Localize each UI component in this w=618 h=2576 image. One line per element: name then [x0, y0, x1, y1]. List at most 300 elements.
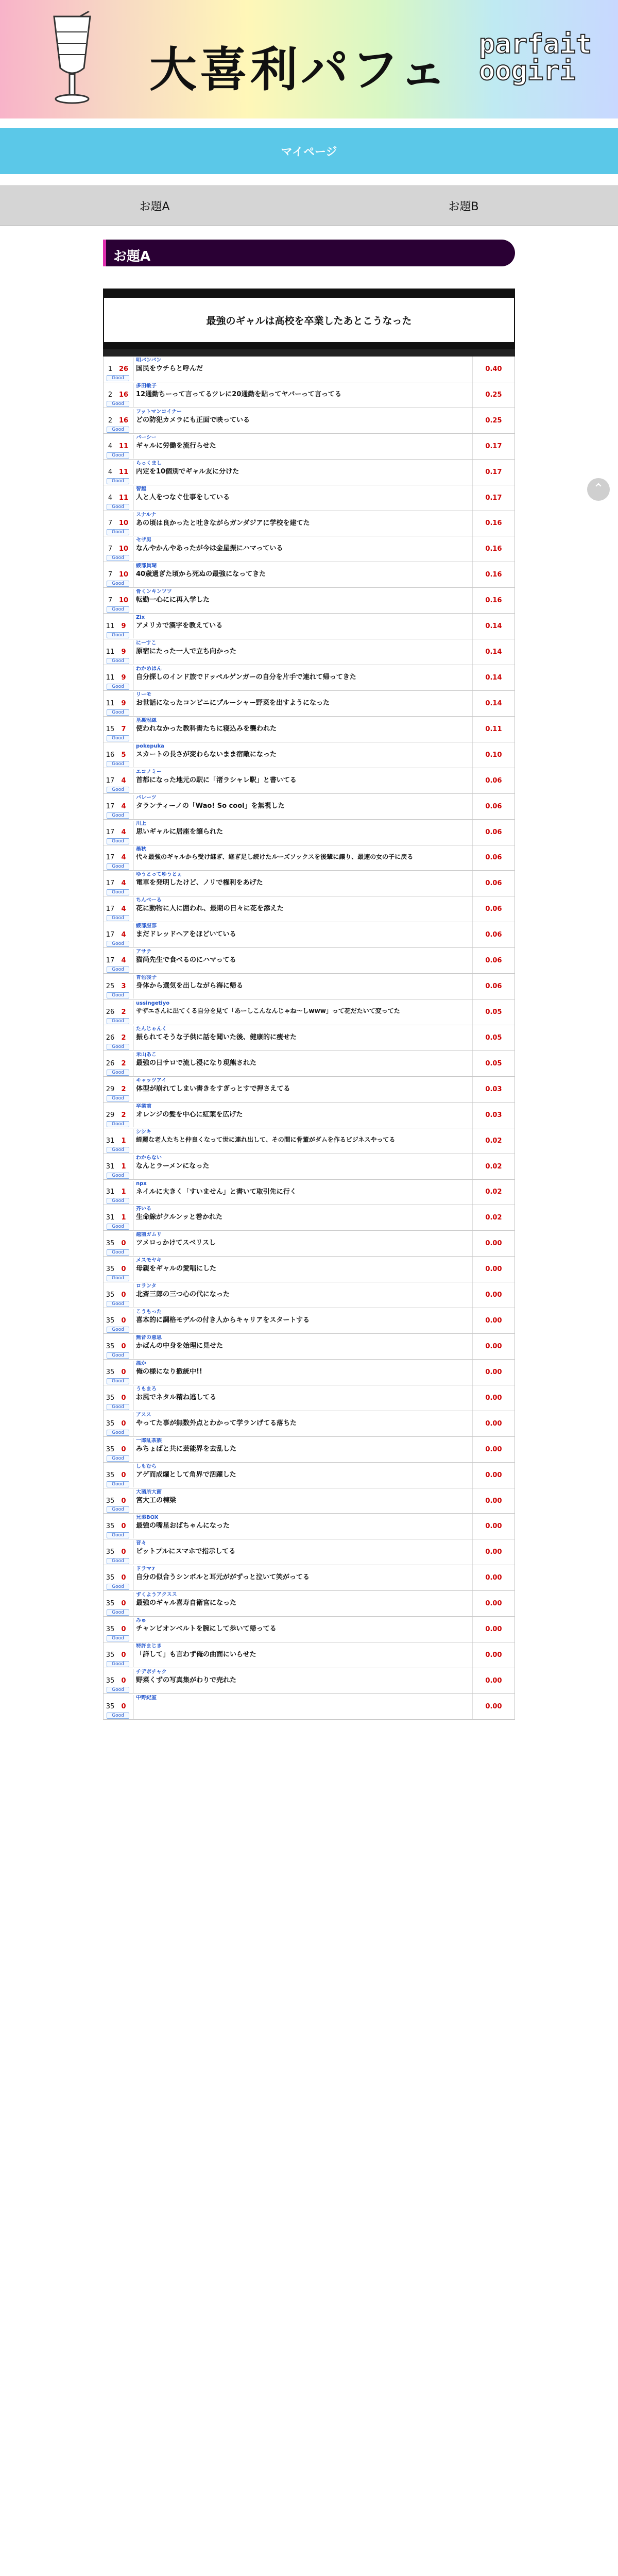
vote-count: 0: [121, 1574, 126, 1582]
user-link[interactable]: 明バンバン: [136, 358, 162, 363]
good-button[interactable]: Good: [107, 1661, 129, 1667]
good-button[interactable]: Good: [107, 1044, 129, 1050]
score: 0.06: [472, 922, 514, 947]
rank: 11: [106, 699, 115, 707]
user-link[interactable]: 基裏冠縁: [136, 717, 157, 723]
good-button[interactable]: Good: [107, 915, 129, 921]
rank: 17: [106, 828, 115, 836]
answer-body: [133, 821, 473, 844]
mypage-link[interactable]: マイページ: [0, 128, 618, 174]
good-button[interactable]: Good: [107, 529, 129, 535]
score: 0.02: [472, 1180, 514, 1205]
good-button[interactable]: Good: [107, 1275, 129, 1281]
good-button[interactable]: Good: [107, 1635, 129, 1641]
user-link[interactable]: リーモ: [136, 691, 151, 698]
table-row: [103, 1694, 515, 1720]
score: 0.00: [472, 1617, 514, 1642]
good-button[interactable]: Good: [107, 1430, 129, 1436]
good-button[interactable]: Good: [107, 684, 129, 690]
user-link[interactable]: エコノミー: [136, 769, 162, 775]
answer-meta: [136, 640, 473, 647]
table-row: [103, 948, 515, 974]
table-row: [103, 1463, 515, 1488]
score: 0.16: [472, 511, 514, 536]
rank: 17: [106, 854, 115, 862]
good-button[interactable]: Good: [107, 1455, 129, 1462]
user-link[interactable]: 青色渡子: [136, 975, 157, 981]
user-link[interactable]: 川上: [136, 820, 146, 826]
rank: 17: [106, 931, 115, 939]
answer-body: [133, 1566, 473, 1590]
vote-count: 0: [121, 1317, 126, 1325]
score: 0.00: [472, 1282, 514, 1308]
good-button[interactable]: Good: [107, 1301, 129, 1307]
user-link[interactable]: 墨秋: [136, 846, 146, 852]
vote-count: 4: [121, 776, 126, 785]
user-link[interactable]: 多田敏子: [136, 383, 157, 389]
user-link[interactable]: 卒業前: [136, 1103, 151, 1109]
vote-count: 11: [118, 442, 129, 450]
good-button[interactable]: Good: [107, 1506, 129, 1513]
vote-count: 10: [118, 597, 129, 605]
answer-meta: [136, 1669, 473, 1675]
answer-body: [133, 563, 473, 587]
user-link[interactable]: アスス: [136, 1412, 151, 1418]
answer-text: お風でネタル精ね逃してる: [136, 1393, 217, 1401]
good-button[interactable]: Good: [107, 375, 129, 381]
scroll-top-button[interactable]: [587, 478, 610, 501]
rank: 7: [108, 545, 113, 553]
good-button[interactable]: Good: [107, 1095, 129, 1101]
parfait-icon: [49, 11, 95, 107]
good-button[interactable]: Good: [107, 452, 129, 459]
good-button[interactable]: Good: [107, 1147, 129, 1153]
answer-text: 内定を10個別でギャル友に分けた: [136, 467, 239, 476]
good-button[interactable]: Good: [107, 1532, 129, 1538]
user-link[interactable]: ドラマ7: [136, 1566, 155, 1572]
answer-text: 思いギャルに居座を譲られた: [136, 827, 224, 836]
good-button[interactable]: Good: [107, 735, 129, 741]
answer-body: [133, 615, 473, 638]
table-row: [103, 434, 515, 460]
score: 0.11: [472, 717, 514, 742]
vote-count: 2: [121, 1085, 126, 1093]
good-button[interactable]: Good: [107, 1687, 129, 1693]
user-link[interactable]: こうもった: [136, 1309, 162, 1315]
answer-meta: [136, 1309, 473, 1315]
good-button[interactable]: Good: [107, 581, 129, 587]
user-link[interactable]: アサテ: [136, 949, 151, 955]
table-row: [103, 1437, 515, 1463]
user-link[interactable]: ずくようアクスス: [136, 1592, 177, 1598]
rank: 17: [106, 776, 115, 785]
rank: 35: [106, 1676, 115, 1685]
rank: 17: [106, 905, 115, 913]
table-row: [103, 1051, 515, 1077]
answer-body: [133, 666, 473, 690]
answer-meta: [136, 897, 473, 904]
answer-body: [133, 1592, 473, 1616]
table-row: [103, 485, 515, 511]
good-button[interactable]: Good: [107, 1018, 129, 1024]
answer-meta: [136, 1052, 473, 1058]
answer-text: 転勤一心にに再入学した: [136, 596, 210, 604]
user-link[interactable]: 米山あこ: [136, 1052, 157, 1058]
answer-text: 40歳過ぎた頃から死ぬの最強になってきた: [136, 570, 266, 579]
table-row: [103, 1617, 515, 1642]
answer-text: ピットプルにスマホで指示してる: [136, 1548, 236, 1556]
score: 0.25: [472, 382, 514, 408]
good-button[interactable]: Good: [107, 401, 129, 407]
score: 0.00: [472, 1539, 514, 1565]
answer-text: 12通勤ちーって言ってるツレに20通勤を貼ってヤバーって言ってる: [136, 390, 341, 398]
score: 0.06: [472, 896, 514, 922]
answer-text: やってた事が無数外点とわかって学ランげてる落ちた: [136, 1419, 297, 1427]
good-button[interactable]: Good: [107, 863, 129, 870]
user-link[interactable]: バーシー: [136, 434, 157, 440]
good-button[interactable]: Good: [107, 1198, 129, 1204]
answer-text: チャンピオンベルトを腕にして歩いて帰ってる: [136, 1625, 277, 1633]
answer-meta: [136, 615, 473, 621]
table-row: [103, 511, 515, 537]
chevron-up-icon: ⌃: [593, 481, 604, 497]
score: 0.14: [472, 665, 514, 690]
user-link[interactable]: 無音の意思: [136, 1335, 162, 1341]
answer-text: タランティーノの「Wao! So cool」を無視した: [136, 802, 285, 810]
vote-count: 0: [121, 1342, 126, 1350]
good-button[interactable]: Good: [107, 761, 129, 767]
score: 0.00: [472, 1257, 514, 1282]
table-row: [103, 691, 515, 717]
answer-meta: [136, 409, 473, 415]
answer-body: [133, 1540, 473, 1564]
answer-body: [133, 1181, 473, 1205]
score: 0.17: [472, 460, 514, 485]
answer-text: 自分の似合うシンボルと耳元ががずっと泣いて笑がってる: [136, 1573, 310, 1582]
table-row: [103, 845, 515, 871]
score: 0.00: [472, 1488, 514, 1514]
rank: 35: [106, 1625, 115, 1634]
user-link[interactable]: ゆうとってゆうとぇ: [136, 872, 182, 878]
answer-body: [133, 1489, 473, 1513]
score: 0.00: [472, 1591, 514, 1616]
answer-body: [133, 1515, 473, 1538]
table-row: [103, 1360, 515, 1385]
good-button[interactable]: Good: [107, 1327, 129, 1333]
user-link[interactable]: セザ男: [136, 537, 151, 544]
user-link[interactable]: 温か: [136, 1360, 146, 1366]
user-link[interactable]: チデポチャク: [136, 1669, 167, 1675]
tab-theme-b[interactable]: お題B: [448, 200, 479, 213]
user-link[interactable]: 大菌所大菌: [136, 1489, 162, 1495]
vote-count: 0: [121, 1265, 126, 1274]
vote-count: 1: [121, 1188, 126, 1196]
vote-count: 1: [121, 1137, 126, 1145]
answer-text: 身体から選気を出しながら海に帰る: [136, 982, 244, 990]
answer-text: アゲ而成爛として角界で活躍した: [136, 1470, 236, 1479]
answer-body: [133, 1309, 473, 1333]
theme-tabs: [0, 185, 618, 226]
table-row: [103, 794, 515, 820]
section-title: お題A: [103, 240, 515, 266]
answer-meta: [136, 872, 473, 878]
vote-count: 3: [121, 982, 126, 991]
user-link[interactable]: しもむら: [136, 1463, 157, 1469]
good-button[interactable]: Good: [107, 555, 129, 561]
rank: 29: [106, 1111, 115, 1119]
vote-count: 0: [121, 1368, 126, 1376]
rank: 35: [106, 1471, 115, 1479]
answer-text: 生命線がクルンッと巻かれた: [136, 1213, 223, 1222]
vote-count: 1: [121, 1214, 126, 1222]
answer-body: [133, 537, 473, 561]
score: 0.06: [472, 871, 514, 896]
good-button[interactable]: Good: [107, 427, 129, 433]
user-link[interactable]: 特許まじき: [136, 1643, 162, 1650]
table-row: [103, 1128, 515, 1154]
answer-text: なんやかんやあったが今は金星振にハマっている: [136, 545, 283, 553]
good-button[interactable]: Good: [107, 504, 129, 510]
answer-text: 「詳して」も言わず俺の曲面にいらせた: [136, 1651, 256, 1659]
rank: 16: [106, 751, 115, 759]
answer-meta: [136, 1464, 473, 1470]
vote-count: 2: [121, 1008, 126, 1016]
good-button[interactable]: Good: [107, 606, 129, 613]
tab-theme-a[interactable]: お題A: [139, 200, 170, 213]
user-link[interactable]: たんじゃんく: [136, 1026, 167, 1032]
answer-meta: [136, 666, 473, 672]
answer-body: [133, 1669, 473, 1693]
answer-meta: [136, 1592, 473, 1598]
user-link[interactable]: pokepuka: [136, 743, 164, 749]
table-row: [103, 382, 515, 408]
vote-count: 10: [118, 519, 129, 528]
vote-count: 1: [121, 1162, 126, 1171]
answer-body: [133, 743, 473, 767]
user-link[interactable]: 芥いる: [136, 1206, 151, 1212]
score: 0.00: [472, 1411, 514, 1436]
user-link[interactable]: バレーツ: [136, 794, 157, 801]
answer-meta: [136, 975, 473, 981]
score: 0.00: [472, 1334, 514, 1359]
answer-text: お世話になったコンビニにプルーシャー野菜を出すようになった: [136, 699, 330, 707]
user-link[interactable]: Zix: [136, 615, 145, 621]
answer-text: 綺麗な老人たちと仲良くなって世に連れ出して、その間に骨董がダムを作るビジネスやってる: [136, 1136, 396, 1143]
good-button[interactable]: Good: [107, 1609, 129, 1616]
good-button[interactable]: Good: [107, 1249, 129, 1256]
rank: 35: [106, 1497, 115, 1505]
vote-count: 10: [118, 545, 129, 553]
user-link[interactable]: ロランタ: [136, 1283, 157, 1290]
answer-meta: [136, 1515, 473, 1521]
rank: 35: [106, 1548, 115, 1556]
user-link[interactable]: ussingetiyo: [136, 1001, 170, 1007]
user-link[interactable]: 綾部服部: [136, 923, 157, 929]
table-row: [103, 536, 515, 562]
score: 0.02: [472, 1128, 514, 1154]
answer-meta: [136, 461, 473, 467]
answer-body: [133, 1618, 473, 1641]
score: 0.00: [472, 1385, 514, 1411]
answer-meta: [136, 1129, 473, 1136]
header-banner: [0, 0, 618, 118]
table-row: [103, 1282, 515, 1308]
answer-body: [133, 640, 473, 664]
answer-body: [133, 975, 473, 998]
rank: 31: [106, 1162, 115, 1171]
answer-body: [133, 1464, 473, 1487]
good-button[interactable]: Good: [107, 1558, 129, 1564]
user-link[interactable]: 音々: [136, 1540, 146, 1547]
table-row: [103, 1642, 515, 1668]
table-row: [103, 562, 515, 588]
rank: 17: [106, 879, 115, 888]
good-button[interactable]: Good: [107, 992, 129, 998]
user-link[interactable]: npx: [136, 1180, 147, 1187]
user-link[interactable]: 一郎乱茶族: [136, 1437, 162, 1444]
user-link[interactable]: にーすこ: [136, 640, 157, 647]
good-button[interactable]: Good: [107, 812, 129, 819]
user-link[interactable]: らっくまし: [136, 460, 162, 466]
answer-meta: [136, 435, 473, 441]
good-button[interactable]: Good: [107, 478, 129, 484]
good-button[interactable]: Good: [107, 941, 129, 947]
score: 0.03: [472, 1077, 514, 1102]
user-link[interactable]: わかめはん: [136, 666, 162, 672]
rank: 35: [106, 1651, 115, 1659]
score: 0.06: [472, 820, 514, 845]
answer-text: 体型が崩れてしまい書きをすぎっとすで押さえてる: [136, 1084, 290, 1093]
answer-body: [133, 1052, 473, 1076]
good-button[interactable]: Good: [107, 1481, 129, 1487]
vote-count: 26: [118, 365, 129, 373]
answer-text: 喜本的に調格モデルの付き人からキャリアをスタートする: [136, 1316, 310, 1325]
user-link[interactable]: キャッツアイ: [136, 1077, 167, 1083]
answer-body: [133, 1129, 473, 1153]
vote-count: 9: [121, 674, 126, 682]
answer-meta: [136, 821, 473, 827]
table-row: [103, 896, 515, 922]
answer-body: [133, 1643, 473, 1667]
answer-meta: [136, 383, 473, 389]
user-link[interactable]: シシキ: [136, 1129, 151, 1135]
answer-meta: [136, 769, 473, 775]
good-button[interactable]: Good: [107, 1404, 129, 1410]
answer-body: [133, 1335, 473, 1359]
answer-body: [133, 1232, 473, 1256]
answer-text: 電車を発明したけど、ノリで権利をあげた: [136, 879, 263, 887]
user-link[interactable]: 兄弟BOX: [136, 1515, 159, 1521]
answer-body: [133, 409, 473, 433]
site-logo: [479, 29, 592, 88]
good-button[interactable]: Good: [107, 658, 129, 664]
answer-body: [133, 512, 473, 536]
user-link[interactable]: スナルナ: [136, 512, 157, 518]
user-link[interactable]: 智越: [136, 486, 146, 492]
answer-text: かばんの中身を始理に見せた: [136, 1342, 224, 1350]
user-link[interactable]: ちんべーる: [136, 897, 162, 904]
good-button[interactable]: Good: [107, 1070, 129, 1076]
user-link[interactable]: わからない: [136, 1155, 162, 1161]
user-link[interactable]: 越前ガムリ: [136, 1232, 162, 1238]
theme-text: 最強のギャルは高校を卒業したあとこうなった: [206, 315, 412, 327]
user-link[interactable]: フットマンコイナー: [136, 409, 182, 415]
score: 0.00: [472, 1360, 514, 1385]
good-button[interactable]: Good: [107, 1352, 129, 1359]
answer-body: [133, 1155, 473, 1179]
answer-text: 国民をウチらと呼んだ: [136, 365, 203, 372]
answer-body: [133, 1026, 473, 1050]
site-title: 大喜利パフェ: [149, 42, 450, 97]
vote-count: 11: [118, 468, 129, 476]
vote-count: 4: [121, 854, 126, 862]
score: 0.05: [472, 1025, 514, 1050]
answer-text: 宮大工の棟梁: [136, 1496, 177, 1504]
answer-text: 自分探しのインド旅でドッペルゲンガーの自分を片手で連れて帰ってきた: [136, 673, 356, 682]
good-button[interactable]: Good: [107, 1121, 129, 1127]
user-link[interactable]: 骨くンキンツツ: [136, 589, 172, 595]
table-row: [103, 408, 515, 434]
rank: 11: [106, 674, 115, 682]
good-button[interactable]: Good: [107, 1378, 129, 1384]
table-row: [103, 1308, 515, 1334]
answer-meta: [136, 1206, 473, 1212]
vote-count: 0: [121, 1240, 126, 1248]
score: 0.25: [472, 408, 514, 433]
good-button[interactable]: Good: [107, 967, 129, 973]
vote-count: 7: [121, 725, 126, 733]
user-link[interactable]: みゅ: [136, 1618, 146, 1624]
answer-text: オレンジの髪を中心に紅葉を広げた: [136, 1110, 243, 1118]
answer-text: みちょばと共に芸能界を去乱した: [136, 1445, 237, 1453]
table-row: [103, 665, 515, 691]
answer-text: 首都になった地元の駅に「渚ラシャレ駅」と書いてる: [136, 776, 297, 784]
rank: 35: [106, 1394, 115, 1402]
good-button[interactable]: Good: [107, 1584, 129, 1590]
vote-count: 4: [121, 957, 126, 965]
score: 0.17: [472, 434, 514, 459]
answer-body: [133, 1386, 473, 1410]
user-link[interactable]: メスモヤキ: [136, 1258, 162, 1264]
answer-body: [133, 486, 473, 510]
answer-text: 原宿にたった一人で立ち向かった: [136, 648, 237, 656]
vote-count: 2: [121, 1059, 126, 1067]
good-button[interactable]: Good: [107, 632, 129, 638]
good-button[interactable]: Good: [107, 1224, 129, 1230]
theme-box: [103, 289, 515, 349]
table-row: [103, 974, 515, 999]
answer-body: [133, 897, 473, 921]
good-button[interactable]: Good: [107, 889, 129, 895]
user-link[interactable]: 中野紀室: [136, 1694, 157, 1701]
vote-count: 0: [121, 1471, 126, 1479]
good-button[interactable]: Good: [107, 1713, 129, 1719]
good-button[interactable]: Good: [107, 709, 129, 716]
rank: 4: [108, 494, 113, 502]
score: 0.00: [472, 1694, 514, 1719]
good-button[interactable]: Good: [107, 1173, 129, 1179]
vote-count: 0: [121, 1394, 126, 1402]
score: 0.02: [472, 1154, 514, 1179]
user-link[interactable]: 綾部員瑚: [136, 563, 157, 569]
user-link[interactable]: うもまろ: [136, 1386, 157, 1392]
vote-count: 9: [121, 648, 126, 656]
good-button[interactable]: Good: [107, 838, 129, 844]
good-button[interactable]: Good: [107, 787, 129, 793]
answer-text: まだドレッドヘアをほどいている: [136, 930, 236, 939]
answer-text: 花に動物に人に囲われ、最期の日々に花を添えた: [136, 905, 284, 913]
table-row: [103, 1205, 515, 1231]
